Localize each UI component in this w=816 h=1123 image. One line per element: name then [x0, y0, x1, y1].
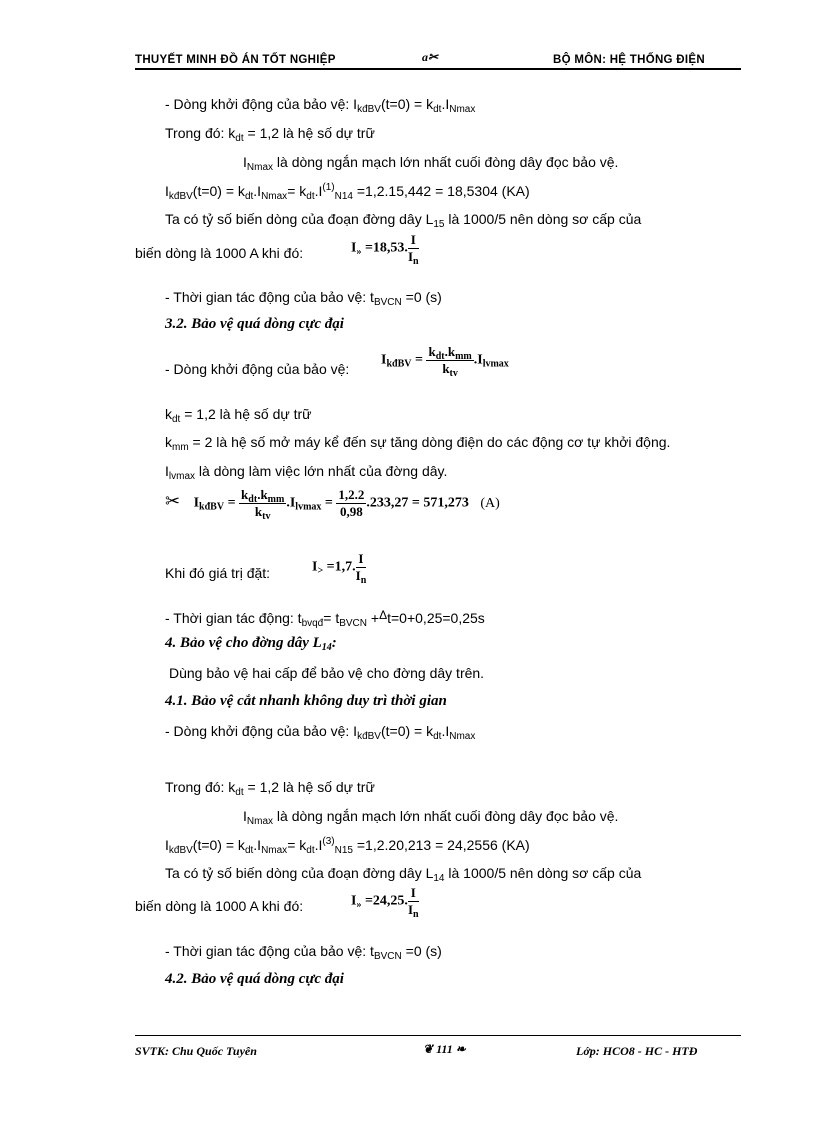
- fraction-i-over-in-3: $\frac{I}{I_n}$: [407, 885, 419, 920]
- header-left: THUYẾT MINH ĐỒ ÁN TỐT NGHIỆP: [135, 54, 336, 66]
- oc-kd-formula: $I_{kđBV}$ = $\frac{k_{dt}.k_{mm}}{k_{tv}}$ $.I_{lvmax}$: [381, 344, 509, 379]
- setting-formula-1: $I_» =18,53$. $\frac{I}{I_n}$: [351, 232, 419, 267]
- kd-calc-line: $I_{kđBV}(t=0) = k_{dt}.I_{Nmax}= k_{dt}.I^{(1)}_{N14} =1,2.15,442 = 18,5304$ (KA): [165, 182, 530, 202]
- kd-current-line-2: - Dòng khởi động của bảo vệ: $I_{kđBV}(t=0) = k_{dt}.I_{Nmax}$: [165, 723, 476, 742]
- kdt-definition: $k_{dt} = 1,2$ là hệ số dự trữ: [165, 406, 312, 425]
- page-number: 111: [436, 1042, 453, 1056]
- footer-page: [423, 1042, 466, 1057]
- ct-primary-line: biến dòng là 1000 A khi đó:: [135, 245, 304, 261]
- kd-calc-line-2: $I_{kđBV}(t=0) = k_{dt}.I_{Nmax}= k_{dt}.I^{(3)}_{N15} =1,2.20,213 = 24,2556$ (KA): [165, 836, 530, 856]
- oc-kd-label: - Dòng khởi động của bảo vệ:: [165, 361, 350, 377]
- left-flourish-icon: ❦: [423, 1042, 434, 1056]
- fraction-i-over-in: $\frac{I}{I_n}$: [407, 232, 419, 267]
- reserve-factor-line: Trong đó: $k_{dt} = 1,2$ là hệ số dự trữ: [165, 125, 375, 144]
- nmax-definition-line: $I_{Nmax}$ là dòng ngắn mạch lớn nhất cuối đòng dây đọc bảo vệ.: [243, 154, 619, 173]
- footer-right: Lớp: HCO8 - HC - HTĐ: [576, 1044, 698, 1058]
- kmm-definition: $k_{mm} = 2$ là hệ số mở máy kể đến sự tăng dòng điện do các động cơ tự khởi động.: [165, 434, 671, 453]
- scissors-icon: ✂: [165, 490, 181, 511]
- oc-trip-time: - Thời gian tác động: $t_{bvqđ}= t_{BVCN} +\Delta t=0+0,25=0,25s$: [165, 608, 485, 629]
- trip-time-line-2: - Thời gian tác động của bảo vệ: $t_{BVCN} =0$ (s): [165, 943, 442, 962]
- setting-formula-3: $I_» =24,25$. $\frac{I}{I_n}$: [351, 885, 419, 920]
- section-title-4-1: 4.1. Bảo vệ cắt nhanh không duy trì thời gian: [165, 693, 447, 709]
- trip-time-line: - Thời gian tác động của bảo vệ: $t_{BVCN} =0$ (s): [165, 289, 442, 308]
- section-title-4: 4. Bảo vệ cho đờng dây $L_{14}$:: [165, 635, 337, 653]
- section-title-4-2: 4.2. Bảo vệ quá dòng cực đại: [165, 971, 344, 987]
- two-stage-protection-line: Dùng bảo vệ hai cấp để bảo vệ cho đờng dây trên.: [169, 665, 485, 681]
- fraction-values: $\frac{1,2.2}{0,98}$: [338, 487, 365, 519]
- fraction-kdt-kmm-over-ktv: $\frac{k_{dt}.k_{mm}}{k_{tv}}$: [428, 344, 472, 379]
- kd-current-line: - Dòng khởi động của bảo vệ: $I_{kđBV}(t=0) = k_{dt}.I_{Nmax}$: [165, 96, 476, 115]
- nmax-definition-line-2: $I_{Nmax}$ là dòng ngắn mạch lớn nhất cuối đòng dây đọc bảo vệ.: [243, 808, 619, 827]
- ct-ratio-line-2: Ta có tỷ số biến dòng của đoạn đờng dây $L_{14}$ là 1000/5 nên dòng sơ cấp của: [165, 865, 642, 884]
- header-rule: [135, 68, 741, 70]
- setting-formula-2: $I_> =1,7$. $\frac{I}{I_n}$: [312, 551, 367, 586]
- header-ornament: a✂: [422, 50, 439, 64]
- fraction-i-over-in-2: $\frac{I}{I_n}$: [355, 551, 367, 586]
- oc-calc-formula: ✂ $I_{kđBV}$ = $\frac{k_{dt}.k_{mm}}{k_{tv}}$ $.I_{lvmax}$ = $\frac{1,2.2}{0,98}$ .233,27 = 571,273 (A): [165, 487, 500, 522]
- ilvmax-definition: $I_{lvmax}$ là dòng làm việc lớn nhất của đờng dây.: [165, 463, 448, 482]
- setting-value-label: Khi đó giá trị đặt:: [165, 565, 271, 581]
- ct-primary-line-2: biến dòng là 1000 A khi đó:: [135, 898, 304, 914]
- section-title-3-2: 3.2. Bảo vệ quá dòng cực đại: [165, 316, 344, 332]
- footer-rule: [135, 1035, 741, 1036]
- right-flourish-icon: ❧: [455, 1042, 466, 1056]
- ct-ratio-line: Ta có tỷ số biến dòng của đoạn đờng dây $L_{15}$ là 1000/5 nên dòng sơ cấp của: [165, 211, 642, 230]
- header-right: BỘ MÔN: HỆ THỐNG ĐIỆN: [553, 54, 705, 66]
- footer-left: SVTK: Chu Quốc Tuyên: [135, 1044, 257, 1058]
- reserve-factor-line-2: Trong đó: $k_{dt} = 1,2$ là hệ số dự trữ: [165, 779, 375, 798]
- fraction-kdt-kmm-over-ktv-2: $\frac{k_{dt}.k_{mm}}{k_{tv}}$: [241, 487, 285, 522]
